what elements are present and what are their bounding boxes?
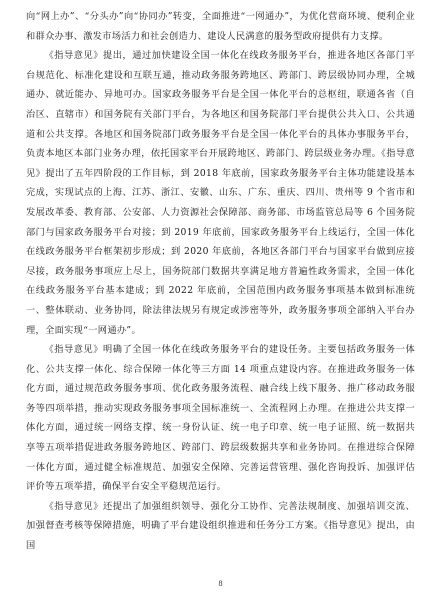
paragraph-1: 向“网上办”、“分头办”向“协同办”转变，全面推进“一网通办”，为优化营商环境、便利企业和群众办事、激发市场活力和社会创造力、建设人民满意的服务型政府提供有力支撑。 <box>26 11 415 42</box>
paragraph-3: 《指导意见》明确了全国一体化在线政务服务平台的建设任务。主要包括政务服务一体化、公共支撑一体化、综合保障一体化等三方面 14 项重点建设内容。在推进政务服务一体化方面，通过规范政务服务事项、优化政务服务流程、融合线上线下服务、推广移动政务服务等四项举措，推动实现政务服务事项全国标准统一、全流程网上办理。在推进公共支撑一体化方面，通过统一网络支撑、统一身份认证、统一电子印章、统一电子证照、统一数据共享等五项举措促进政务服务跨地区、跨部门、跨层级数据共享和业务协同。在推进综合保障一体化方面，通过健全标准规范、加强安全保障、完善运营管理、强化咨询投诉、加强评估评价等五项举措，确保平台安全平稳规范运行。 <box>26 344 415 493</box>
paragraph-4: 《指导意见》还提出了加强组织领导、强化分工协作、完善法规制度、加强培训交流、加强督查考核等保障措施，明确了平台建设组织推进和任务分工方案。《指导意见》提出，由国 <box>26 500 415 552</box>
page-number: 8 <box>218 579 223 588</box>
paragraph-2: 《指导意见》提出，通过加快建设全国一体化在线政务服务平台，推进各地区各部门平台规范化、标准化建设和互联互通，推动政务服务跨地区、跨部门、跨层级协同办理，全城通办、就近能办、异地可办。国家政务服务平台是全国一体化平台的总枢纽，联通各省（自治区、直辖市）和国务院有关部门平台，为各地区和国务院部门平台提供公共入口、公共通道和公共支撑。各地区和国务院部门政务服务平台是全国一体化平台的具体办事服务平台，负责本地区本部门业务办理，依托国家平台开展跨地区、跨部门、跨层级业务办理。《指导意见》提出了五年四阶段的工作目标，到 2018 年底前，国家政务服务平台主体功能建设基本完成，实现试点的上海、江苏、浙江、安徽、山东、广东、重庆、四川、贵州等 9 个省市和发展改革委、教育部、公安部、人力资源社会保障部、商务部、市场监管总局等 6 个国务院部门与国家政务服务平台对接；到 2019 年底前，国家政务服务平台上线运行，全国一体化在线政务服务平台框架初步形成；到 2020 年底前，各地区各部门平台与国家平台做到应接尽接，政务服务事项应上尽上，国务院部门数据共享满足地方普遍性政务需求，全国一体化在线政务服务平台基本建成；到 2022 年底前，全国范围内政务服务事项基本做到标准统一、整体联动、业务协同，除法律法规另有规定或涉密等外，政务服务事项全部纳入平台办理，全面实现“一网通办”。 <box>26 50 415 336</box>
